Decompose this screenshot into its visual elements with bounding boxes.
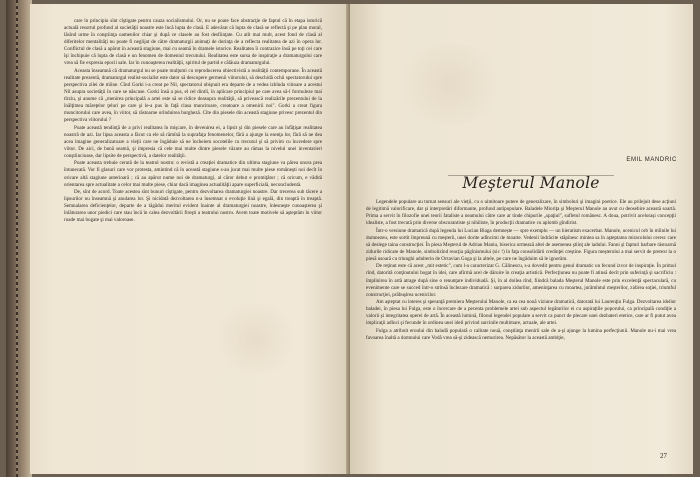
right-paragraph: Am aşteptat cu interes şi speranţă premiera Meşterului Manole, ca ea cea nouă viziune dramatică, datorată lui Laurenţiu Fulga. Dezvoltarea ideilor baladei, în piesa lui Fulga, este o încercare de a pecenta problemele artei sub aspectul legăturilor ei cu aspiraţiile poporului, ca principală condiţie a valorii şi integritatea operei de artă. În această lumină, filonul legendei populare a servit ca punct de plecare unei dezbateri etetice, care ar fi putut avea implicaţii adînci şi fecunde în ordinea unei ideil privind sarcinile multimare, actuale, ale artei. <box>366 299 676 327</box>
left-paragraph: Aceasta înseamnă că dramaturgul nu se poate mulţumi cu reproducerea obiectivistă a realităţii contemporane. În această realitate prezentă, dramaturgul realist-socialist este dator să descopere germenii viitorului, să deschidă ochii spectatorului spre perspectiva zilei de mîine. Cînd Gorki i-a creat pe Nil, spectatorul obişnuit era departe de a vedea izbînda viitoare a acestui Nil asupra societăţii în care se născuse. Gorki însă a pus, el cel dintîi, în aplicare principiul pe care avea să-l formuleze mai tîrziu, şi anume că „menirea principală a artei este să se ridice deasupra realităţii, să privească realizările prezentului de la înălţimea măreţelor ţeluri pe care şi le-a pus în faţă clasa muncitoare, creatoare a omenirii noi". Gorki a creat figura muncitorului care avea, în viitor, să răstoarne orînduirea burgheză. Cîte din piesele din această stagiune privesc prezentul din perspectiva viitorului ? <box>64 67 322 124</box>
right-paragraph: De reţinut este că acest „mit estetic", cum l-a caracterizat G. Călinescu, s-a dovedit pentru genul dramatic un fecund izvor de inspiraţie. În primul rînd, datorită conţinutului bogat în idei, care afirmă acel de dăruire în creaţia artistică. Perfecţiunea nu poate fi atinsă decît prin suferinţă şi sacrificiu : împlinirea în artă atrage după sine o renunţare individuală. Şi, în al doilea rînd, fiindcă balada Meşterul Manole este prin excelenţă spectaculară, cu evenimente care se succed într-o strînsă înclezare dramatică : surparea zidurilor, ameninţarea cu moartea, jurămîntul meşterilor, zidirea soţiei, triumful construcţiei, prăbuşirea ucenicilor. <box>366 263 676 298</box>
right-page <box>350 4 693 474</box>
left-paragraph: Poate aceasta trebuie cerută de la teatrul nostru: o revistă a creaţiei dramatice din ultima stagiune va părea unora prea întunecată. Vor fi glasuri care vor protesta, amintind că în această stagiune s-au jucat mai multe piese româneşti noi decît în oricare altă stagiune anterioară ; că au apărut nume noi de dramaturgi, al căror debut e promiţător ; că oricum, e vădită orientarea spre actualitate a celor mai multe piese, chiar dacă imaginea actualităţii apare superficială, neconcludentă. <box>64 160 322 188</box>
left-page <box>30 4 350 474</box>
left-paragraph: De, sînt de acord. Toate acestea sînt bunuri cîştigate, pentru dezvoltarea dramaturgiei noastre. Dar trecerea sub tăcere a lipsurilor nu înseamnă şi anularea lor. Şi nicidată dezvoltarea n-a însemnat o evoluţie lină şi egală, din treaptă în treaptă. Semnalarea deficienţelor, departe de a tăgădui meritul evident înainte al dramaturgiei noastre, înlesneşte cunoaşterea şi înlăturarea unor piedici care stau încă în calea dezvoltării fireşti a teatrului nostru. Avem toate motivele să aşteptăm în viitor roade mai bogate şi mai valoroase. <box>64 189 322 224</box>
paper-stain <box>390 44 510 124</box>
right-paragraph: Legendele populare au turnat sensuri ale vieţii, cu o uimitoare putere de generalizare, în simboluri şi imagini poetice. Ele au prilejuit dese acţiuni de legitimă valorificare, dar şi interpretări diformante, profund antipopulare. Baladele Mioriţa şi Meşterul Manole au avut cu deosebire această soartă. Prima a servit în filozofie unei teorii fataliste a neamului către care ar tinde chipurile „spaţiul", sufletul românesc. A doua, potrivit acelorași concepţii idealiste, a fost trecută prin diverse obscurantiste şi nihiliste, în producţii dramatice cu aplomb gîndirist. <box>366 199 676 227</box>
left-page-body <box>64 18 322 224</box>
paper-stain <box>210 304 300 374</box>
article-title: Meşterul Manole <box>446 174 616 192</box>
right-paragraph: Fulga a atribuit eroului din baladă populară o calitate nouă, conştiinţa menirii sale de a-şi ajunge la lumina perfecţiunii. Manole nu-i mai vrea favoarea înaltă a domnului care Vodă vrea să-şi zidească nemurirea. Nepăsător la această ambiţie, <box>366 327 676 341</box>
book-binding-edge <box>6 0 32 477</box>
page-number: 27 <box>660 452 667 460</box>
right-paragraph: Într-o versiune dramatică după legenda lui Lucian Blaga demnește — spre exemplu — un hieratism exacerbat. Manole, ucenicul orb în mîinile lui dumnezeu, este sortit împreună cu meşterii, unei dorite adîncimi de moarte. Vedenii îndrăcite stăpînesc mintea sa în aşteptarea miracolului ceresc care să deslege taina construcţiei. În piesa Meşterul de Adrian Maniu, biserica urmează altei de asemenea ştiinţ ale iadului. Fanni şi fapturi barbare răstoarnă zidurile ridicate de Manole, simbolizînd reacţia păgînismului (sic !) în faţa consolidării credinţei creştine. Figura meşterului a mai servit de pretext la o piesă usoară cu triunghi adulterin de Octavian Goga şi la altele, pe care ne îngăduim să le ignorăm. <box>366 227 676 262</box>
right-page-body <box>366 199 676 342</box>
article-author: EMIL MANDRIC <box>626 157 677 163</box>
left-paragraph: Poate această tendinţă de a privi realitatea în mişcare, în devenirea ei, a lipsit şi din piesele care au înfăţişat realitatea noastră de azi. Iar lipsa aceasta a făcut ca ele să rămînă la suprafaţa fenomenelor, fără a ajunge la esenţa lor, fără să ne dea acea imagine generalizatoare a vieţii care ne îngăduie să ne încheiem socotelile cu trecutul şi să privim cu încredere spre viitor. De aici, de bună seamă, şi impresia că cele mai multe dintre piesele văzute au rămas la nivelul unei inventarieri conştiincioase, dar lipsite de perspectivă, a datelor realităţii. <box>64 124 322 159</box>
left-paragraph: care în principiu sînt cîştigate pentru cauza socialismului. Or, nu se poate face abstracţie de faptul că în etapa istorică actuală resortul profund al societăţii noastre este încă lupta de clasă. E adevărat că lupta de clasă se reflectă şi pe plan moral, lăsînd urme în conştiinţa oamenilor chiar şi după ce clasele au fost desfiinţate. Cu atît mai mult, acest fond de clasă al diferitelor mentalităţi nu poate fi neglijat de către dramaturgii animaţi de dorinţa de a reflecta realitatea de azi în opera lor. Conflictul de clasă a apărut în această stagiune, mai cu seamă în dramele istorice. Realitatea îi contrazice însă pe toţi cei care îşi închipuie că lupta de clasă e un fenomen de domeniul trecutului. Realitatea este sursa de inspiraţie a dramaturgului care vrea să fie expresia epocii sale. Iar în cunoaşterea realităţii, spiritul de partid e călăuza dramaturgului. <box>64 18 322 67</box>
